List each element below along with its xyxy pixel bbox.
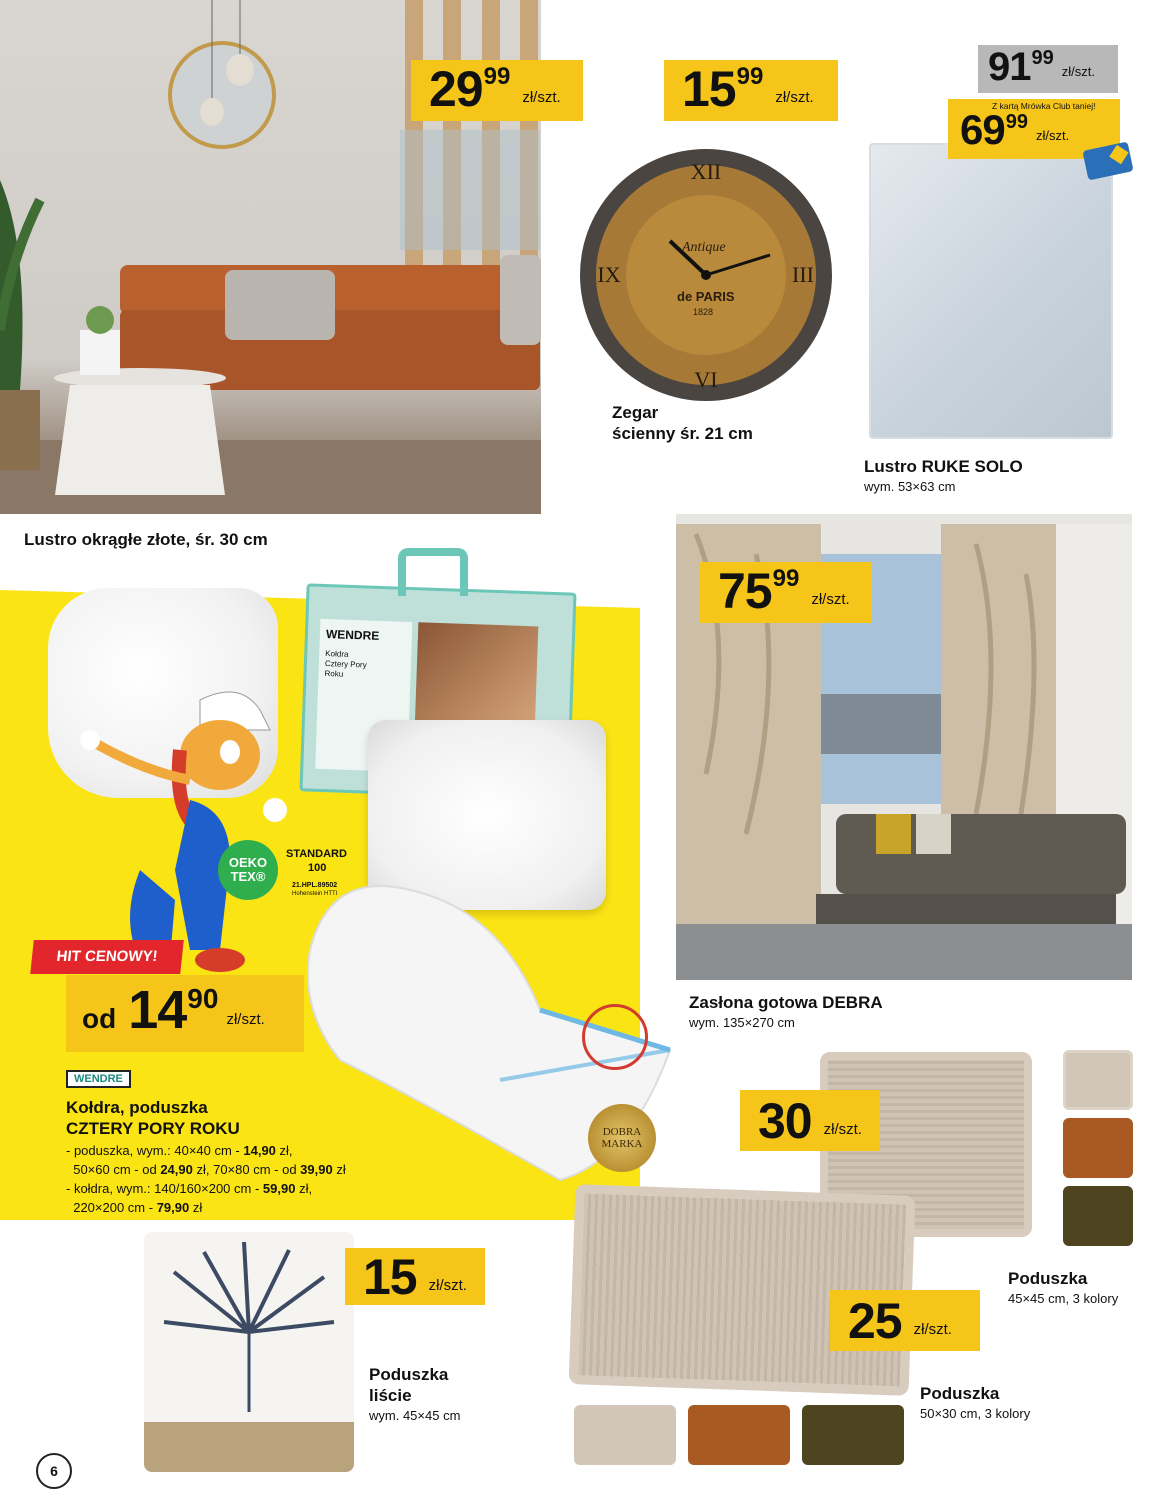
pillow-leaves-dimensions: wym. 45×45 cm [369,1408,461,1423]
hit-cenowy-badge: HIT CENOWY! [30,940,184,974]
description-text: - poduszka, wym.: 40×40 cm - [66,1143,244,1158]
clock-name-line2: ścienny śr. 21 cm [612,424,753,443]
price-unit: zł/szt. [913,1321,952,1338]
description-line [66,1141,346,1160]
description-text: zł, 70×80 cm - od [192,1162,301,1177]
clock-face-text-2: de PARIS [677,289,735,304]
page-number: 6 [36,1453,72,1489]
oeko-code: 21.HPL.89502 [292,882,338,889]
package-handle [398,548,468,596]
description-text: zł [189,1200,203,1215]
svg-text:III: III [792,262,814,287]
oeko-line2: TEX® [230,869,266,884]
price-main: 15 [363,1249,417,1305]
price-tag-duvet [66,975,304,1052]
package-text-1: Kołdra [325,649,349,659]
medical-device-stamp [582,1004,648,1070]
price-unit: zł/szt. [226,1011,265,1028]
pillow-rect-swatch-rust [688,1405,790,1465]
price-main: 15 [682,61,736,117]
clock-icon [565,145,850,405]
package-brand: WENDRE [325,627,380,643]
description-text: - kołdra, wym.: 140/160×200 cm - [66,1181,263,1196]
duvet-name-line2: CZTERY PORY ROKU [66,1119,240,1138]
pillow-leaves [144,1232,354,1472]
description-line [66,1160,346,1179]
price-main: 14 [128,980,187,1040]
curtain-name: Zasłona gotowa DEBRA [689,993,883,1012]
price-main: 25 [848,1293,902,1349]
mirror-ruke-photo [869,143,1113,439]
description-line [66,1198,346,1217]
club-price-main: 69 [960,106,1005,153]
round-mirror-name: Lustro okrągłe złote, śr. 30 cm [24,530,268,549]
duvet-name-line1: Kołdra, poduszka [66,1098,208,1117]
clock-face-text-3: 1828 [693,307,714,317]
description-price: 39,90 [300,1162,333,1177]
club-note: Z kartą Mrówka Club taniej! [992,101,1096,111]
price-tag-pillow-25 [830,1290,980,1351]
oeko-line1: OEKO [228,855,268,870]
description-line [66,1179,346,1198]
mascot-ant [80,660,290,980]
pillow-30-dimensions: 45×45 cm, 3 kolory [1008,1291,1119,1306]
curtain-dimensions: wym. 135×270 cm [689,1015,795,1030]
price-main: 91 [988,45,1031,89]
price-unit: zł/szt. [1061,64,1095,79]
price-tag-pillow-leaves [345,1248,485,1305]
oeko-number: 100 [308,862,327,874]
pillow-25-name: Poduszka [920,1384,1000,1403]
description-text: zł, [295,1181,313,1196]
description-text: 50×60 cm - od [66,1162,161,1177]
clock-face-text-1: Antique [682,240,726,255]
description-price: 79,90 [156,1200,190,1215]
price-cents: 90 [187,983,219,1014]
duvet-description [66,1141,346,1217]
description-price: 24,90 [160,1162,193,1177]
price-main: 75 [718,563,772,619]
pillow-swatch-beige [1063,1050,1133,1110]
package-text-3: Roku [324,669,344,679]
club-price-unit: zł/szt. [1035,128,1070,143]
price-unit: zł/szt. [428,1277,467,1294]
palm-leaf-icon [144,1232,354,1472]
wendre-brand-logo: WENDRE [66,1070,131,1088]
price-main: 30 [758,1093,812,1149]
price-cents: 99 [736,63,764,90]
oeko-institute: Hohenstein HTTI [292,891,338,897]
price-unit: zł/szt. [522,89,561,106]
package-text-2: Cztery Pory [324,659,367,670]
pillow-rect-swatch-beige [574,1405,676,1465]
price-tag-pillow-30 [740,1090,880,1151]
ant-mascot-icon [80,660,290,980]
price-unit: zł/szt. [811,591,850,608]
seal-text-1: DOBRA [602,1126,642,1138]
price-tag-round-mirror [411,60,583,121]
pillow-rect-swatch-olive [802,1405,904,1465]
wall-clock-photo [565,145,850,405]
mirror-ruke-name: Lustro RUKE SOLO [864,457,1023,476]
price-tag-curtain [700,562,872,623]
gold-mirror-shape [170,43,274,147]
description-price: 59,90 [262,1181,296,1196]
pillow-leaves-name-line1: Poduszka [369,1365,449,1384]
pillow-swatch-rust [1063,1118,1133,1178]
pillow-swatch-olive [1063,1186,1133,1246]
price-cents: 99 [772,565,800,592]
dobra-marka-seal [588,1104,656,1172]
description-text: zł, [275,1143,293,1158]
price-cents: 99 [1031,47,1054,69]
pillow-25-dimensions: 50×30 cm, 3 kolory [920,1406,1031,1421]
pillow-leaves-name-line2: liście [369,1386,412,1405]
svg-text:IX: IX [597,262,621,287]
price-main: 29 [429,61,483,117]
price-cents: 99 [483,63,511,90]
mirror-ruke-dimensions: wym. 53×63 cm [864,479,956,494]
description-price: 14,90 [243,1143,276,1158]
oeko-tex-badge [218,840,278,900]
pillow-30-name: Poduszka [1008,1269,1088,1288]
price-unit: zł/szt. [823,1121,862,1138]
price-tag-mirror-regular [978,45,1118,93]
svg-text:VI: VI [694,367,718,392]
svg-text:XII: XII [690,159,722,184]
price-prefix: od [82,1003,117,1034]
clock-name-line1: Zegar [612,403,659,422]
description-text: 220×200 cm - [66,1200,157,1215]
oeko-standard: STANDARD [286,848,347,860]
description-text: zł [332,1162,346,1177]
club-price-cents: 99 [1005,111,1028,133]
price-unit: zł/szt. [775,89,814,106]
price-tag-clock [664,60,838,121]
seal-text-2: MARKA [601,1138,643,1150]
